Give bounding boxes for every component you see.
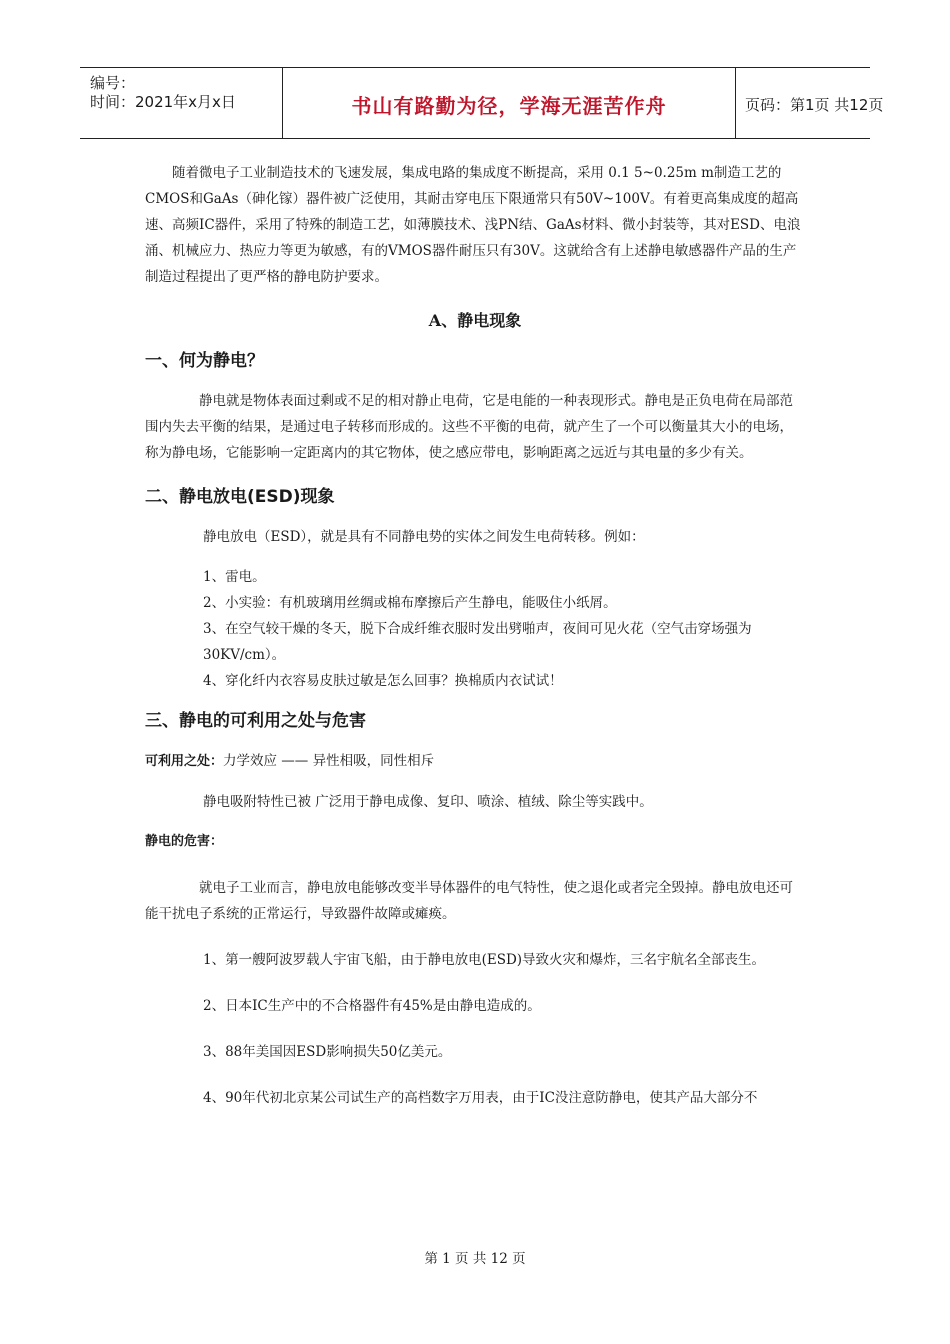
section-2-intro: 静电放电（ESD），就是具有不同静电势的实体之间发生电荷转移。例如： bbox=[203, 529, 645, 545]
header-motto-cell bbox=[282, 68, 736, 138]
list-item: 1、第一艘阿波罗载人宇宙飞船，由于静电放电(ESD)导致火灾和爆炸，三名宇航名全部丧生。 bbox=[203, 952, 766, 968]
list-item: 3、88年美国因ESD影响损失50亿美元。 bbox=[203, 1044, 452, 1060]
section-a-heading: A、静电现象 bbox=[428, 311, 522, 330]
harm-label: 静电的危害： bbox=[145, 834, 224, 849]
intro-paragraph: 随着微电子工业制造技术的飞速发展，集成电路的集成度不断提高，采用 0.1 5~0.25m m制造工艺的CMOS和GaAs（砷化镓）器件被广泛使用，其耐击穿电压下限通常只有50V~100V。有着更高集成度的超高速、高频IC器件，采用了特殊的制造工艺，如薄膜技术、浅PN结、GaAs材料、微小封装等，其对ESD、电浪涌、机械应力、热应力等更为敏感，有的VMOS器件耐压只有30V。这就给含有上述静电敏感器件产品的生产制造过程提出了更严格的静电防护要求。 bbox=[145, 165, 801, 285]
document-date-label: 时间：2021年x月x日 bbox=[90, 93, 236, 111]
useful-label: 可利用之处： bbox=[145, 754, 224, 769]
page-footer: 第 1 页 共 12 页 bbox=[424, 1251, 526, 1267]
header-meta-cell bbox=[80, 68, 282, 138]
useful-line bbox=[145, 748, 805, 775]
list-item: 3、在空气较干燥的冬天，脱下合成纤维衣服时发出劈啪声，夜间可见火花（空气击穿场强为30KV/cm）。 bbox=[203, 621, 752, 663]
document-code-label: 编号： bbox=[90, 74, 136, 92]
useful-paragraph: 静电吸附特性已被 广泛用于静电成像、复印、喷涂、植绒、除尘等实践中。 bbox=[203, 794, 653, 810]
section-1-heading: 一、何为静电？ bbox=[145, 351, 264, 371]
section-2-heading: 二、静电放电(ESD)现象 bbox=[145, 487, 335, 507]
harm-paragraph: 就电子工业而言，静电放电能够改变半导体器件的电气特性，使之退化或者完全毁掉。静电放电还可能干扰电子系统的正常运行，导致器件故障或瘫痪。 bbox=[145, 880, 793, 922]
list-item: 2、日本IC生产中的不合格器件有45%是由静电造成的。 bbox=[203, 998, 541, 1014]
list-item: 2、小实验：有机玻璃用丝绸或棉布摩擦后产生静电，能吸住小纸屑。 bbox=[203, 595, 617, 611]
section-1-paragraph: 静电就是物体表面过剩或不足的相对静止电荷，它是电能的一种表现形式。静电是正负电荷在局部范围内失去平衡的结果，是通过电子转移而形成的。这些不平衡的电荷，就产生了一个可以衡量其大小的电场，称为静电场，它能影响一定距离内的其它物体，使之感应带电，影响距离之远近与其电量的多少有关。 bbox=[145, 393, 793, 461]
list-item: 1、雷电。 bbox=[203, 569, 266, 585]
list-item: 4、穿化纤内衣容易皮肤过敏是怎么回事？换棉质内衣试试！ bbox=[203, 673, 563, 689]
list-item: 4、90年代初北京某公司试生产的高档数字万用表，由于IC没注意防静电，使其产品大部分不 bbox=[203, 1090, 758, 1106]
document-body bbox=[145, 160, 805, 1111]
section-3-heading: 三、静电的可利用之处与危害 bbox=[145, 711, 366, 731]
useful-text: 力学效应 —— 异性相吸，同性相斥 bbox=[223, 753, 435, 769]
header-motto: 书山有路勤为径，学海无涯苦作舟 bbox=[351, 94, 667, 118]
document-header bbox=[80, 67, 884, 139]
header-page-cell bbox=[735, 68, 884, 138]
header-page-number: 页码：第1页 共12页 bbox=[745, 96, 884, 114]
